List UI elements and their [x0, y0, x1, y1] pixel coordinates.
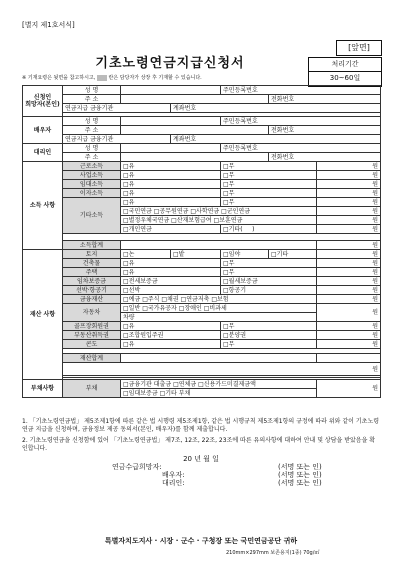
applicant-name-field[interactable]	[121, 86, 221, 95]
land-type-3[interactable]: □ 기타	[269, 250, 317, 259]
agent-rrn-label[interactable]: 주민등록번호	[221, 144, 381, 153]
asset-section: 재산 사항	[23, 250, 63, 380]
acq-presale[interactable]: □ 분양권	[221, 331, 317, 340]
asset-label-0: 토지	[63, 250, 121, 259]
income-label-2: 임대소득	[63, 180, 121, 189]
signer-applicant[interactable]: 연금수급희망자: (서명 또는 인)	[112, 463, 322, 471]
income-spacer	[63, 234, 381, 241]
building-yes[interactable]: □ 유	[121, 259, 221, 268]
period-label: 처리기간	[309, 58, 381, 72]
land-type-1[interactable]: □ 밭	[171, 250, 221, 259]
condo-yes[interactable]: □ 유	[121, 340, 221, 349]
income-total-amount[interactable]: 원	[317, 241, 381, 250]
spouse-name-field[interactable]	[121, 117, 221, 126]
period-value: 30~60일	[329, 74, 361, 82]
income-yes-4[interactable]: □ 유	[121, 198, 221, 207]
paper-spec: 210mm×297mm 보존용지(1종) 70g/㎡	[226, 550, 320, 556]
asset-total-blank[interactable]	[317, 354, 381, 363]
asset-label-9: 콘도	[63, 340, 121, 349]
front-side-label: [앞면]	[336, 40, 382, 56]
financial-amount[interactable]: 원	[317, 295, 381, 304]
income-amount-2[interactable]: 원	[317, 180, 381, 189]
spouse-account-label[interactable]: 계좌번호	[171, 135, 381, 144]
debt-section: 부채사항	[23, 380, 63, 398]
form-number: [별지 제1호서식]	[22, 21, 75, 29]
spouse-bank-label[interactable]: 연금지급 금융기관	[63, 135, 171, 144]
other-income-row-2[interactable]: □ 별정우체국연금 □ 산재보험급여 □ 보훈연금	[121, 216, 317, 225]
other-income-amount-3[interactable]: 원	[317, 225, 381, 234]
instruction-note	[22, 74, 202, 81]
car-types[interactable]: □ 일반 □ 국가유공자 □ 장애인 □ 비과세	[121, 304, 317, 313]
addressee-line: 특별자치도지사 · 시장 · 군수 · 구청장 또는 국민연금공단 귀하	[104, 537, 298, 545]
income-label-1: 사업소득	[63, 171, 121, 180]
spouse-name-label: 성 명	[63, 117, 121, 126]
form-title: 기초노령연금지급신청서	[95, 56, 245, 71]
land-type-0[interactable]: □ 논	[121, 250, 171, 259]
applicant-account-label[interactable]: 계좌번호	[171, 104, 381, 113]
signer-agent[interactable]: 대리인: (서명 또는 인)	[162, 479, 322, 487]
agent-addr-field[interactable]	[121, 153, 269, 162]
asset-label-5: 금융재산	[63, 295, 121, 304]
hope-label: 희망자(본인)	[25, 101, 60, 108]
income-total-label: 소득합계	[63, 241, 121, 250]
income-no-0[interactable]: □ 무	[221, 162, 317, 171]
applicant-addr-field[interactable]	[121, 95, 269, 104]
land-type-2[interactable]: □ 임야	[221, 250, 269, 259]
income-yes-3[interactable]: □ 유	[121, 189, 221, 198]
spouse-phone-label[interactable]: 전화번호	[269, 126, 381, 135]
signature-date[interactable]: 20 년 월 일	[183, 455, 219, 463]
asset-label-2: 주택	[63, 268, 121, 277]
agent-addr-label: 주 소	[63, 153, 121, 162]
spouse-section: 배우자	[23, 117, 63, 144]
income-amount-4[interactable]: 원	[317, 198, 381, 207]
agent-name-field[interactable]	[121, 144, 221, 153]
house-amount[interactable]: 원	[317, 268, 381, 277]
asset-total-field[interactable]	[121, 354, 317, 363]
asset-label-4: 선박·항공기	[63, 286, 121, 295]
debt-amount[interactable]: 원	[317, 380, 381, 398]
asset-label-8: 부동산취득권	[63, 331, 121, 340]
other-income-amount-2[interactable]: 원	[317, 216, 381, 225]
income-label-4: 기타소득	[63, 198, 121, 234]
note-post: 란은 담당자가 상장 후 기재할 수 있습니다.	[108, 75, 202, 81]
agent-section: 대리인	[23, 144, 63, 162]
applicant-phone-label[interactable]: 전화번호	[269, 95, 381, 104]
car-amount[interactable]: 원	[317, 304, 381, 322]
debt-types-1[interactable]: □ 금융기관 대출금 □ 연체금 □ 신용카드미결제금액	[121, 380, 317, 389]
income-no-4[interactable]: □ 무	[221, 198, 317, 207]
other-income-row-1[interactable]: □ 국민연금 □ 공무원연금 □ 사학연금 □ 군인연금	[121, 207, 317, 216]
footer-notes	[22, 418, 380, 487]
asset-total-amount[interactable]: 원	[63, 363, 381, 376]
spouse-addr-field[interactable]	[121, 126, 269, 135]
spouse-addr-label: 주 소	[63, 126, 121, 135]
agent-name-label: 성 명	[63, 144, 121, 153]
applicant-rrn-label[interactable]: 주민등록번호	[221, 86, 381, 95]
agent-phone-label[interactable]: 전화번호	[269, 153, 381, 162]
ship-amount[interactable]: 원	[317, 286, 381, 295]
asset-total-label: 재산합계	[63, 354, 121, 363]
income-no-3[interactable]: □ 무	[221, 189, 317, 198]
grey-field-swatch	[97, 75, 107, 81]
income-total-field[interactable]	[121, 241, 317, 250]
income-yes-1[interactable]: □ 유	[121, 171, 221, 180]
condo-no[interactable]: □ 무	[221, 340, 317, 349]
golf-no[interactable]: □ 무	[221, 322, 317, 331]
income-amount-1[interactable]: 원	[317, 171, 381, 180]
financial-types[interactable]: □ 예금 □ 주식 □ 채권 □ 연금저축 □ 보험	[121, 295, 317, 304]
processing-period-box	[308, 57, 382, 87]
asset-label-7: 골프장회원권	[63, 322, 121, 331]
income-amount-3[interactable]: 원	[317, 189, 381, 198]
building-amount[interactable]: 원	[317, 259, 381, 268]
ship-type[interactable]: □ 선박	[121, 286, 221, 295]
asset-label-3: 임차보증금	[63, 277, 121, 286]
house-yes[interactable]: □ 유	[121, 268, 221, 277]
spouse-rrn-label[interactable]: 주민등록번호	[221, 117, 381, 126]
acq-amount[interactable]: 원	[317, 331, 381, 340]
applicant-name-label: 성 명	[63, 86, 121, 95]
note-1: 1. 「기초노령연금법」 제5조제1항에 따른 같은 법 시행령 제5조제1항, 같은 법 시행규칙 제5조제1항의 규정에 따라 위와 같이 기초노령연금 지급을 신청하며, 금융정보 제공 동의서(본인, 배우자)를 함께 제출합니다.	[22, 418, 380, 433]
land-amount[interactable]: 원	[317, 250, 381, 259]
other-income-row-3a[interactable]: □ 개인연금	[121, 225, 221, 234]
building-no[interactable]: □ 무	[221, 259, 317, 268]
income-label-0: 근로소득	[63, 162, 121, 171]
income-yes-2[interactable]: □ 유	[121, 180, 221, 189]
applicant-section: 신청인 희망자(본인)	[23, 86, 63, 117]
income-no-1[interactable]: □ 무	[221, 171, 317, 180]
income-amount-0[interactable]: 원	[317, 162, 381, 171]
debt-types-2[interactable]: □ 임대보증금 □ 기타 부채	[121, 389, 317, 398]
car-vehicle-note: 차량	[121, 313, 317, 322]
application-form-table	[22, 85, 381, 398]
signer-spouse[interactable]: 배우자: (서명 또는 인)	[162, 471, 322, 479]
debt-label: 부채	[63, 380, 121, 398]
house-no[interactable]: □ 무	[221, 268, 317, 277]
income-label-3: 이자소득	[63, 189, 121, 198]
asset-label-6: 자동차	[63, 304, 121, 322]
aircraft-type[interactable]: □ 항공기	[221, 286, 317, 295]
income-no-2[interactable]: □ 무	[221, 180, 317, 189]
applicant-bank-label[interactable]: 연금지급 금융기관	[63, 104, 171, 113]
other-income-row-3b[interactable]: □ 기타( )	[221, 225, 317, 234]
deposit-jeonse[interactable]: □ 전세보증금	[121, 277, 221, 286]
golf-amount[interactable]: 원	[317, 322, 381, 331]
asset-label-1: 건축물	[63, 259, 121, 268]
condo-amount[interactable]: 원	[317, 340, 381, 349]
acq-union[interactable]: □ 조합원입주권	[121, 331, 221, 340]
note-pre: ※ 기재요령은 뒷면을 참고하시고,	[22, 75, 96, 81]
deposit-monthly[interactable]: □ 월세보증금	[221, 277, 317, 286]
deposit-amount[interactable]: 원	[317, 277, 381, 286]
note-2: 2. 기초노령연금을 신청함에 있어 「기초노령연금법」 제7조, 12조, 22조, 23조에 따른 유의사항에 대하여 안내 및 상담을 받았음을 확인합니다.	[22, 437, 376, 452]
golf-yes[interactable]: □ 유	[121, 322, 221, 331]
income-yes-0[interactable]: □ 유	[121, 162, 221, 171]
other-income-amount-1[interactable]: 원	[317, 207, 381, 216]
income-section: 소득 사항	[23, 162, 63, 250]
applicant-addr-label: 주 소	[63, 95, 121, 104]
